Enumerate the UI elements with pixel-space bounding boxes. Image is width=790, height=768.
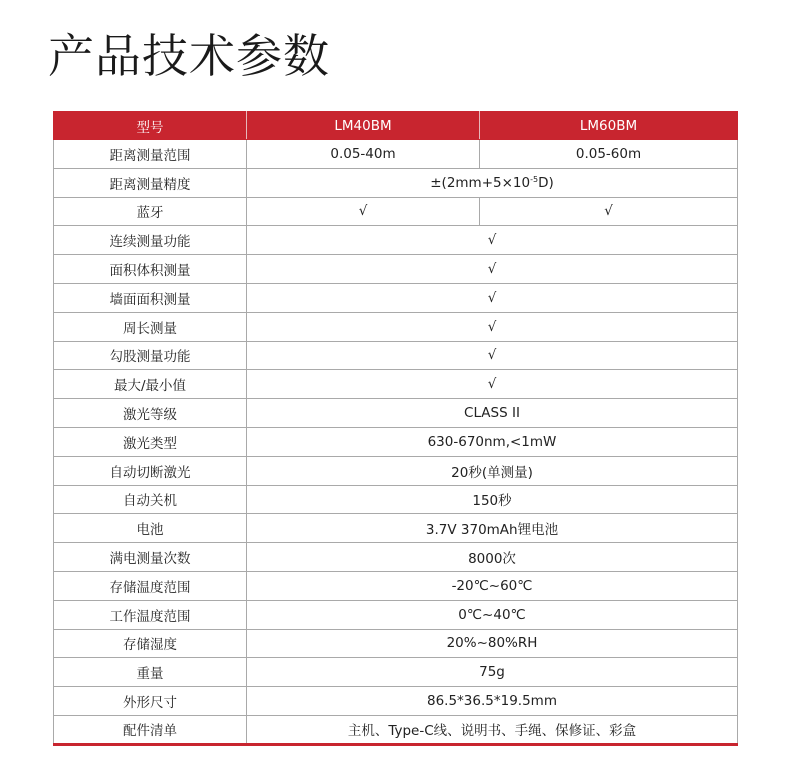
table-row <box>54 399 738 428</box>
table-row <box>54 341 738 370</box>
row-label: 蓝牙 <box>54 197 247 226</box>
table-row <box>54 456 738 485</box>
table-row <box>54 687 738 716</box>
row-label: 距离测量精度 <box>54 168 247 197</box>
row-label: 存储湿度 <box>54 629 247 658</box>
page-title: 产品技术参数 <box>48 29 330 83</box>
row-label: 连续测量功能 <box>54 226 247 255</box>
cell-shared-value: -20℃~60℃ <box>247 571 738 600</box>
row-label: 距离测量范围 <box>54 140 247 169</box>
row-label: 面积体积测量 <box>54 255 247 284</box>
table-header <box>54 112 738 140</box>
table-row <box>54 600 738 629</box>
cell-shared-value: CLASS II <box>247 399 738 428</box>
header-lm40bm: LM40BM <box>247 112 480 140</box>
table-row <box>54 312 738 341</box>
cell-accuracy-value <box>247 168 738 197</box>
cell-lm60-value: 0.05-60m <box>480 140 738 169</box>
cell-shared-value: 20%~80%RH <box>247 629 738 658</box>
row-label: 配件清单 <box>54 715 247 744</box>
cell-shared-value: 主机、Type-C线、说明书、手绳、保修证、彩盒 <box>247 715 738 744</box>
cell-shared-check: √ <box>247 226 738 255</box>
cell-shared-value: 0℃~40℃ <box>247 600 738 629</box>
row-label: 最大/最小值 <box>54 370 247 399</box>
cell-shared-check: √ <box>247 283 738 312</box>
table-row <box>54 197 738 226</box>
cell-shared-check: √ <box>247 255 738 284</box>
row-label: 工作温度范围 <box>54 600 247 629</box>
header-row <box>54 112 738 140</box>
row-label: 自动关机 <box>54 485 247 514</box>
cell-shared-value: 8000次 <box>247 543 738 572</box>
row-label: 满电测量次数 <box>54 543 247 572</box>
row-label: 外形尺寸 <box>54 687 247 716</box>
table-row <box>54 715 738 744</box>
cell-shared-check: √ <box>247 341 738 370</box>
row-label: 墙面面积测量 <box>54 283 247 312</box>
cell-shared-check: √ <box>247 370 738 399</box>
table-row <box>54 571 738 600</box>
header-model-label: 型号 <box>54 112 247 140</box>
cell-shared-value: 150秒 <box>247 485 738 514</box>
table-row <box>54 283 738 312</box>
table-row <box>54 485 738 514</box>
table-body <box>54 140 738 745</box>
table-row <box>54 226 738 255</box>
table-row <box>54 658 738 687</box>
cell-shared-value: 630-670nm,<1mW <box>247 427 738 456</box>
table-row <box>54 629 738 658</box>
table-row <box>54 168 738 197</box>
cell-shared-check: √ <box>247 312 738 341</box>
row-label: 存储温度范围 <box>54 571 247 600</box>
row-label: 重量 <box>54 658 247 687</box>
row-label: 勾股测量功能 <box>54 341 247 370</box>
accuracy-exponent: -5 <box>530 174 539 184</box>
table-row <box>54 370 738 399</box>
table-row <box>54 543 738 572</box>
row-label: 激光类型 <box>54 427 247 456</box>
table-row <box>54 514 738 543</box>
cell-lm60-check: √ <box>480 197 738 226</box>
row-label: 自动切断激光 <box>54 456 247 485</box>
cell-shared-value: 75g <box>247 658 738 687</box>
row-label: 激光等级 <box>54 399 247 428</box>
table-row <box>54 140 738 169</box>
row-label: 电池 <box>54 514 247 543</box>
cell-shared-value: 3.7V 370mAh锂电池 <box>247 514 738 543</box>
accuracy-prefix: ±(2mm+5×10 <box>430 174 531 191</box>
cell-shared-value: 86.5*36.5*19.5mm <box>247 687 738 716</box>
table-row <box>54 255 738 284</box>
spec-table <box>53 111 738 746</box>
cell-lm40-check: √ <box>247 197 480 226</box>
cell-lm40-value: 0.05-40m <box>247 140 480 169</box>
accuracy-suffix: D) <box>538 174 554 191</box>
row-label: 周长测量 <box>54 312 247 341</box>
header-lm60bm: LM60BM <box>480 112 738 140</box>
table-row <box>54 427 738 456</box>
cell-shared-value: 20秒(单测量) <box>247 456 738 485</box>
